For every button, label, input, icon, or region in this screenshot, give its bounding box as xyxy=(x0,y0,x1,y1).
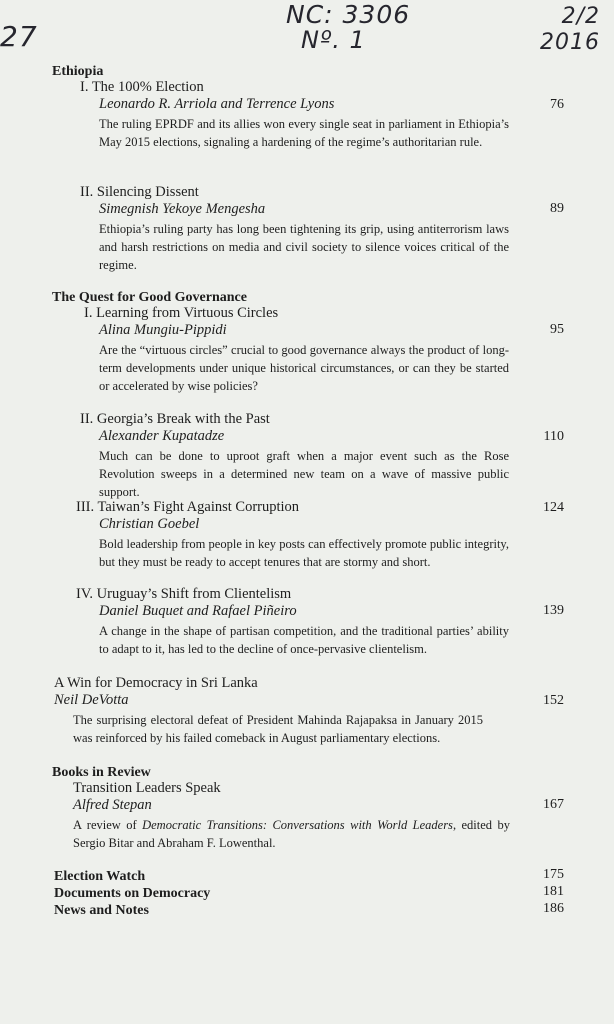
handwritten-number: 27 xyxy=(0,20,38,53)
entry-title: I. Learning from Virtuous Circles xyxy=(84,305,279,321)
entry-page-number: 95 xyxy=(550,322,564,337)
toc-entry xyxy=(76,586,509,658)
handwritten-date-line-1: 2/2 xyxy=(561,4,600,29)
entry-title: A Win for Democracy in Sri Lanka xyxy=(54,675,258,691)
entry-description: A change in the shape of partisan competition, and the traditional parties’ ability to adapt to it, has led to the decline of once-pervasive clientelism. xyxy=(99,624,509,656)
entry-authors: Christian Goebel xyxy=(99,516,200,532)
handwritten-date xyxy=(540,4,600,56)
entry-description: Much can be done to uproot graft when a major event such as the Rose Revolution sweeps in a determined new team on a wave of massive public support. xyxy=(99,449,509,499)
entry-page-number: 89 xyxy=(550,201,564,216)
entry-authors: Neil DeVotta xyxy=(54,692,129,708)
entry-authors: Daniel Buquet and Rafael Piñeiro xyxy=(99,603,297,619)
toc-entry xyxy=(80,79,509,151)
entry-page-number: 139 xyxy=(543,603,564,618)
entry-title: III. Taiwan’s Fight Against Corruption xyxy=(76,499,300,515)
toc-entry xyxy=(80,411,509,501)
section-heading-governance: The Quest for Good Governance xyxy=(52,290,247,305)
entry-description: Are the “virtuous circles” crucial to good governance always the product of long-term developments under unique historical circumstances, or can they be started or accelerated by wise policies? xyxy=(99,343,509,393)
entry-title: Documents on Democracy xyxy=(54,886,211,901)
entry-page-number: 167 xyxy=(543,797,564,812)
entry-page-number: 76 xyxy=(550,97,564,112)
entry-authors: Simegnish Yekoye Mengesha xyxy=(99,201,266,217)
entry-page-number: 110 xyxy=(543,429,564,444)
description-suffix: , edited by Sergio Bitar and Abraham F. Lowenthal. xyxy=(73,818,510,850)
entry-page-number: 152 xyxy=(543,693,564,708)
entry-authors: Alexander Kupatadze xyxy=(99,428,225,444)
entry-page-number: 181 xyxy=(543,884,564,899)
entry-title: Transition Leaders Speak xyxy=(73,780,221,796)
handwritten-date-line-2: 2016 xyxy=(540,30,600,55)
entry-description: Ethiopia’s ruling party has long been tightening its grip, using antiterrorism laws and harsh restrictions on media and civil society to silence voices critical of the regime. xyxy=(99,222,509,272)
entry-authors: Leonardo R. Arriola and Terrence Lyons xyxy=(99,96,335,112)
handwritten-issue-number: Nº. 1 xyxy=(301,26,366,54)
entry-title: II. Georgia’s Break with the Past xyxy=(80,411,270,427)
toc-entry xyxy=(76,499,509,571)
handwritten-nc-code: NC: 3306 xyxy=(286,0,411,29)
entry-authors: Alfred Stepan xyxy=(73,797,152,813)
entry-title: Election Watch xyxy=(54,869,146,884)
entry-title: IV. Uruguay’s Shift from Clientelism xyxy=(76,586,292,602)
toc-entry xyxy=(84,305,509,395)
book-title: Democratic Transitions: Conversations with World Leaders xyxy=(142,818,453,832)
section-heading-books: Books in Review xyxy=(52,765,151,780)
entry-page-number: 124 xyxy=(543,500,564,515)
entry-description: The surprising electoral defeat of President Mahinda Rajapaksa in January 2015 was reinforced by his failed comeback in August parliamentary elections. xyxy=(73,713,483,745)
entry-page-number: 175 xyxy=(543,867,564,882)
toc-entry xyxy=(80,184,509,274)
entry-description: The ruling EPRDF and its allies won every single seat in parliament in Ethiopia’s May 2015 elections, signaling a hardening of the regime’s authoritarian rule. xyxy=(99,117,509,149)
entry-authors: Alina Mungiu-Pippidi xyxy=(99,322,227,338)
entry-page-number: 186 xyxy=(543,901,564,916)
section-heading-ethiopia: Ethiopia xyxy=(52,64,104,79)
entry-title: II. Silencing Dissent xyxy=(80,184,199,200)
description-prefix: A review of xyxy=(73,818,143,832)
toc-entry xyxy=(73,780,510,852)
entry-description: Bold leadership from people in key posts can effectively promote public integrity, but they must be ready to accept tenures that are stormy and short. xyxy=(99,537,509,569)
entry-title: I. The 100% Election xyxy=(80,79,204,95)
toc-entry xyxy=(54,675,483,747)
entry-description xyxy=(73,816,510,852)
entry-title: News and Notes xyxy=(54,903,149,918)
